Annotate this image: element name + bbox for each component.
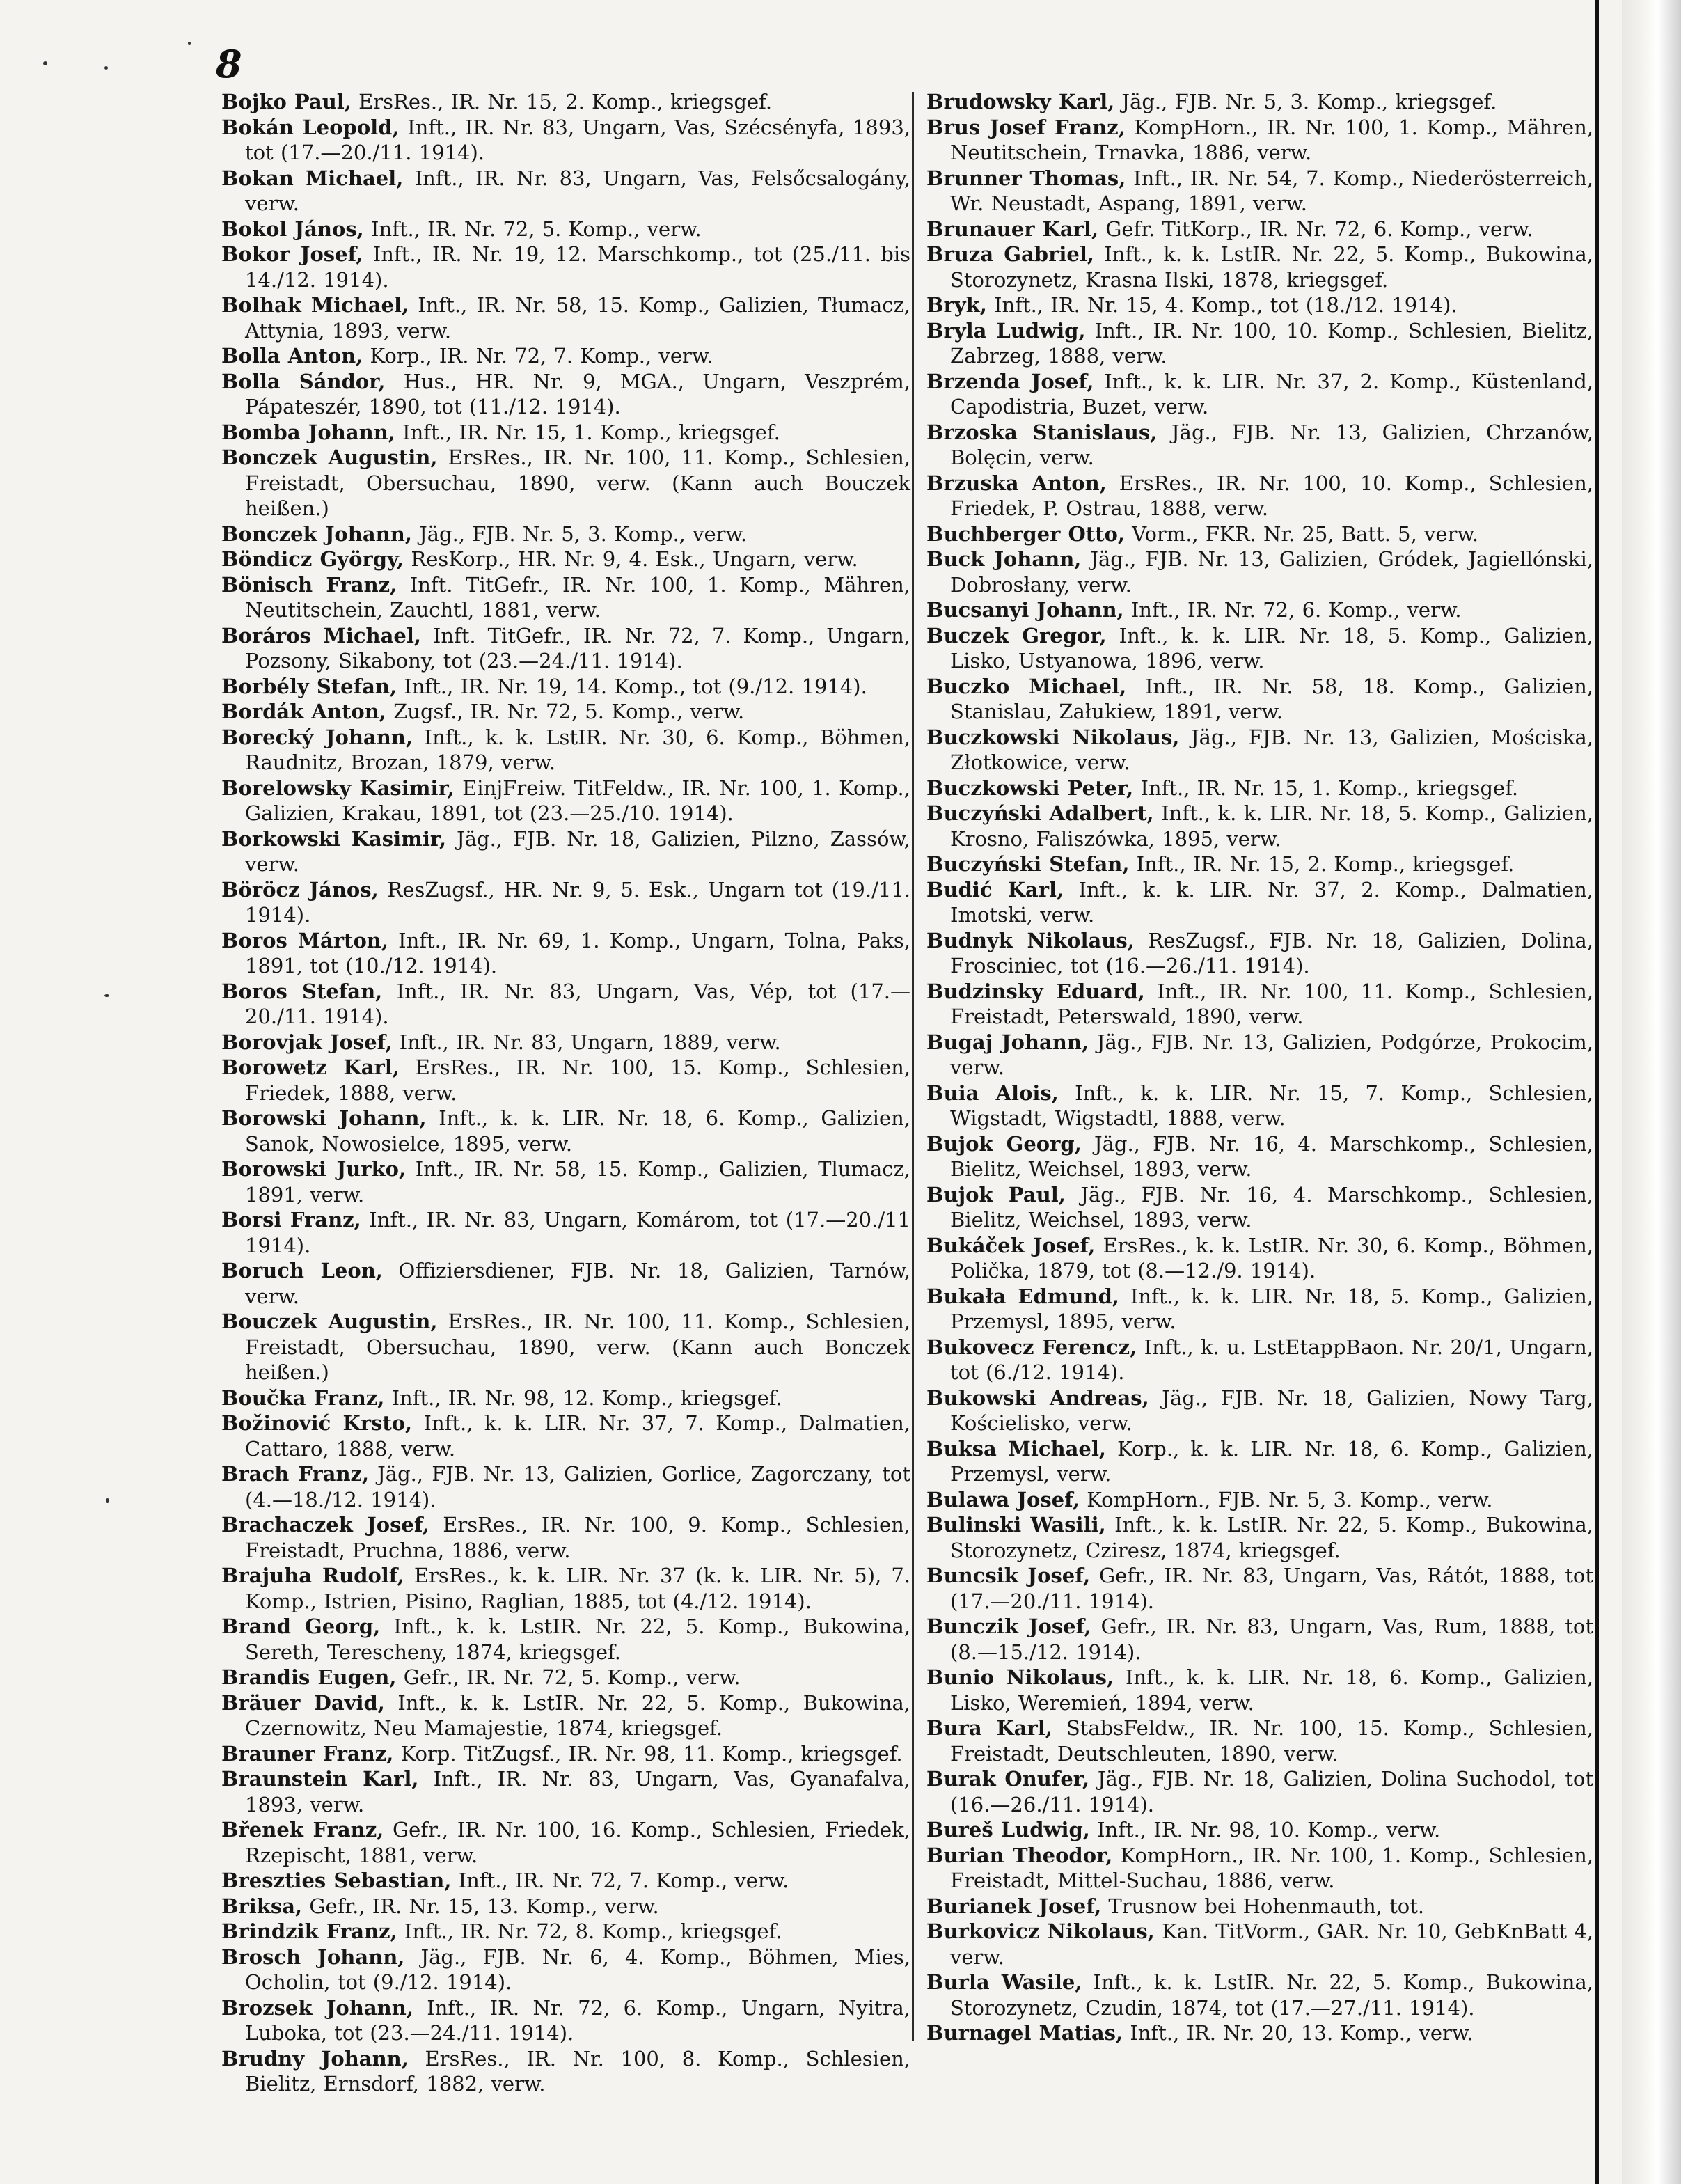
register-entry	[926, 851, 1593, 877]
entry-name: Briksa,	[221, 1894, 303, 1918]
register-entry	[926, 521, 1593, 547]
register-entry	[926, 1715, 1593, 1766]
entry-name: Budić Karl,	[926, 877, 1064, 902]
entry-detail: Trusnow bei Hohenmauth, tot.	[1101, 1894, 1425, 1918]
entry-detail: Inft., IR. Nr. 58, 18. Komp., Galizien, Stanislau, Załukiew, 1891, verw.	[950, 674, 1594, 723]
entry-name: Brandis Eugen,	[221, 1665, 397, 1689]
entry-detail: Inft., IR. Nr. 54, 7. Komp., Niederösterreich, Wr. Neustadt, Aspang, 1891, verw.	[950, 166, 1593, 215]
entry-name: Bura Karl,	[926, 1716, 1052, 1740]
entry-detail: Inft., k. k. LIR. Nr. 37, 7. Komp., Dalmatien, Cattaro, 1888, verw.	[245, 1411, 910, 1461]
entry-name: Bukała Edmund,	[926, 1284, 1119, 1308]
entry-name: Bouczek Augustin,	[221, 1310, 438, 1333]
entry-name: Bulawa Josef,	[926, 1487, 1080, 1511]
entry-detail: Inft., IR. Nr. 83, Ungarn, Vas, Szécsényfa, 1893, tot (17.—20./11. 1914).	[245, 115, 910, 164]
register-entry	[221, 1563, 910, 1614]
entry-name: Buncsik Josef,	[926, 1564, 1091, 1587]
entry-detail: Inft., IR. Nr. 58, 15. Komp., Galizien, Tlumacz, 1891, verw.	[245, 1157, 910, 1207]
entry-detail: Inft., IR. Nr. 98, 10. Komp., verw.	[1089, 1818, 1441, 1841]
entry-detail: KompHorn., IR. Nr. 100, 1. Komp., Mähren, Neutitschein, Trnavka, 1886, verw.	[950, 115, 1594, 164]
register-entry	[221, 699, 910, 725]
entry-detail: Inft., IR. Nr. 58, 15. Komp., Galizien, Tłumacz, Attynia, 1893, verw.	[245, 293, 910, 343]
register-entry	[926, 2020, 1593, 2046]
entry-name: Boruch Leon,	[221, 1259, 383, 1282]
entry-detail: Inft., IR. Nr. 20, 13. Komp., verw.	[1123, 2021, 1474, 2045]
register-entry	[926, 318, 1593, 369]
entry-detail: Inft., IR. Nr. 15, 1. Komp., kriegsgef.	[1133, 776, 1519, 800]
scan-speck	[104, 66, 108, 70]
entry-detail: ErsRes., k. k. LstIR. Nr. 30, 6. Komp., Böhmen, Polička, 1879, tot (8.—12./9. 1914).	[950, 1233, 1593, 1282]
entry-detail: Inft., k. k. LIR. Nr. 18, 5. Komp., Galizien, Krosno, Faliszówka, 1895, verw.	[950, 801, 1593, 851]
entry-name: Brajuha Rudolf,	[221, 1564, 404, 1587]
entry-detail: Inft., IR. Nr. 69, 1. Komp., Ungarn, Tolna, Paks, 1891, tot (10./12. 1914).	[245, 928, 910, 977]
entry-detail: ErsRes., IR. Nr. 100, 10. Komp., Schlesien, Friedek, P. Ostrau, 1888, verw.	[950, 471, 1593, 520]
entry-name: Bönisch Franz,	[221, 572, 397, 597]
entry-detail: ErsRes., IR. Nr. 100, 11. Komp., Schlesien, Freistadt, Obersuchau, 1890, verw. (Kann auch Bonczek heißen.)	[245, 1310, 910, 1384]
page-number: 8	[216, 42, 242, 86]
register-entry	[926, 1563, 1593, 1614]
scan-speck	[43, 61, 47, 65]
entry-name: Brudny Johann,	[221, 2046, 409, 2071]
register-entry	[926, 471, 1593, 521]
entry-detail: Inft., IR. Nr. 72, 6. Komp., verw.	[1123, 598, 1462, 622]
entry-name: Bokol János,	[221, 217, 364, 241]
entry-detail: Inft., IR. Nr. 15, 4. Komp., tot (18./12. 1914).	[986, 293, 1458, 317]
register-entry	[926, 1919, 1593, 1970]
entry-detail: Inft., k. k. LstIR. Nr. 22, 5. Komp., Bukowina, Storozynetz, Cziresz, 1874, kriegsgef.	[950, 1513, 1593, 1562]
register-entry	[926, 547, 1593, 597]
register-entry	[221, 1894, 910, 1919]
entry-name: Burla Wasile,	[926, 1970, 1082, 1994]
entry-name: Brand Georg,	[221, 1615, 381, 1638]
register-entry	[926, 776, 1593, 801]
entry-name: Borowetz Karl,	[221, 1055, 400, 1079]
entry-detail: Gefr., IR. Nr. 100, 16. Komp., Schlesien, Friedek, Rzepischt, 1881, verw.	[245, 1818, 910, 1867]
entry-name: Bonczek Augustin,	[221, 446, 438, 469]
register-entry	[926, 623, 1593, 674]
entry-name: Bokán Leopold,	[221, 115, 400, 139]
entry-detail: Inft., IR. Nr. 83, Ungarn, Vas, Vép, tot (17.—20./11. 1914).	[245, 979, 910, 1028]
entry-name: Bryk,	[926, 293, 987, 317]
register-entry	[926, 217, 1593, 242]
entry-name: Brunner Thomas,	[926, 166, 1126, 190]
register-entry	[926, 928, 1593, 979]
entry-name: Burkovicz Nikolaus,	[926, 1919, 1155, 1943]
register-entry	[926, 1284, 1593, 1335]
entry-name: Bulinski Wasili,	[926, 1513, 1106, 1537]
entry-name: Borkowski Kasimir,	[221, 826, 447, 851]
register-entry	[221, 1030, 910, 1055]
entry-name: Bruza Gabriel,	[926, 242, 1094, 266]
register-entry	[221, 1512, 910, 1563]
entry-name: Brindzik Franz,	[221, 1919, 397, 1943]
register-entry	[926, 420, 1593, 471]
register-entry	[926, 801, 1593, 851]
entry-name: Bukáček Josef,	[926, 1233, 1096, 1257]
entry-detail: Inft., IR. Nr. 83, Ungarn, 1889, verw.	[392, 1030, 781, 1054]
entry-name: Bomba Johann,	[221, 420, 395, 444]
register-entry	[926, 979, 1593, 1030]
register-entry	[221, 1665, 910, 1690]
register-entry	[221, 776, 910, 826]
entry-detail: Inft., k. k. LstIR. Nr. 22, 5. Komp., Bukowina, Storozynetz, Czudin, 1874, tot (17.—27./11. 1914).	[950, 1970, 1593, 2020]
left-column	[221, 89, 910, 2097]
entry-detail: StabsFeldw., IR. Nr. 100, 15. Komp., Schlesien, Freistadt, Deutschleuten, 1890, verw.	[950, 1716, 1594, 1766]
entry-name: Bukowski Andreas,	[926, 1385, 1149, 1410]
entry-detail: Inft., k. k. LIR. Nr. 37, 2. Komp., Küstenland, Capodistria, Buzet, verw.	[950, 369, 1594, 418]
entry-name: Buczyński Stefan,	[926, 852, 1130, 876]
register-entry	[221, 928, 910, 979]
entry-name: Borowski Johann,	[221, 1106, 427, 1130]
scan-speck	[106, 1498, 109, 1503]
entry-name: Boráros Michael,	[221, 623, 421, 647]
register-entry	[926, 1030, 1593, 1081]
entry-detail: Jäg., FJB. Nr. 13, Galizien, Chrzanów, Bolęcin, verw.	[950, 420, 1594, 469]
register-entry	[221, 89, 910, 115]
entry-detail: ErsRes., IR. Nr. 15, 2. Komp., kriegsgef.	[351, 90, 773, 113]
register-entry	[926, 1487, 1593, 1513]
register-entry	[926, 1970, 1593, 2020]
entry-name: Bugaj Johann,	[926, 1030, 1089, 1054]
entry-detail: Inft., k. k. LIR. Nr. 18, 6. Komp., Galizien, Lisko, Weremień, 1894, verw.	[950, 1665, 1593, 1715]
entry-detail: Inft., k. k. LIR. Nr. 37, 2. Komp., Dalmatien, Imotski, verw.	[950, 877, 1594, 927]
entry-name: Buczyński Adalbert,	[926, 801, 1154, 825]
register-entry	[221, 1106, 910, 1156]
register-entry	[221, 1411, 910, 1461]
entry-detail: Inft., IR. Nr. 98, 12. Komp., kriegsgef.	[384, 1385, 782, 1410]
register-entry	[221, 1156, 910, 1207]
entry-name: Brach Franz,	[221, 1462, 370, 1486]
entry-detail: Inft. TitGefr., IR. Nr. 72, 7. Komp., Ungarn, Pozsony, Sikabony, tot (23.—24./11. 1914).	[245, 623, 910, 673]
entry-name: Bunio Nikolaus,	[926, 1665, 1114, 1689]
entry-name: Budnyk Nikolaus,	[926, 928, 1135, 952]
register-entry	[926, 89, 1593, 115]
register-entry	[926, 1512, 1593, 1563]
register-entry	[926, 369, 1593, 420]
entry-name: Burnagel Matias,	[926, 2021, 1123, 2045]
entry-detail: ErsRes., IR. Nr. 100, 9. Komp., Schlesien, Freistadt, Pruchna, 1886, verw.	[245, 1513, 911, 1562]
scan-speck	[188, 42, 191, 45]
entry-detail: ErsRes., IR. Nr. 100, 8. Komp., Schlesien, Bielitz, Ernsdorf, 1882, verw.	[245, 2046, 911, 2096]
entry-name: Buczkowski Nikolaus,	[926, 725, 1180, 749]
register-entry	[926, 1817, 1593, 1843]
entry-detail: Inft., IR. Nr. 72, 7. Komp., verw.	[451, 1869, 789, 1892]
entry-detail: Gefr., IR. Nr. 83, Ungarn, Vas, Rátót, 1888, tot (17.—20./11. 1914).	[950, 1564, 1593, 1613]
entry-name: Brunauer Karl,	[926, 217, 1099, 241]
entry-detail: Jäg., FJB. Nr. 13, Galizien, Gródek, Jagiellónski, Dobrosłany, verw.	[950, 547, 1593, 597]
entry-detail: Inft., k. k. LIR. Nr. 18, 6. Komp., Galizien, Sanok, Nowosielce, 1895, verw.	[245, 1106, 910, 1156]
entry-detail: Inft., k. u. LstEtappBaon. Nr. 20/1, Ungarn, tot (6./12. 1914).	[950, 1335, 1593, 1384]
entry-detail: Kan. TitVorm., GAR. Nr. 10, GebKnBatt 4, verw.	[950, 1919, 1593, 1969]
entry-detail: Inft., k. k. LstIR. Nr. 22, 5. Komp., Bukowina, Sereth, Terescheny, 1874, kriegsgef.	[245, 1615, 910, 1664]
entry-detail: Inft., k. k. LIR. Nr. 18, 5. Komp., Galizien, Lisko, Ustyanowa, 1896, verw.	[950, 623, 1593, 673]
register-entry	[221, 1766, 910, 1817]
entry-detail: Inft., IR. Nr. 15, 2. Komp., kriegsgef.	[1129, 852, 1515, 876]
register-entry	[221, 1945, 910, 1995]
entry-detail: ErsRes., IR. Nr. 100, 15. Komp., Schlesien, Friedek, 1888, verw.	[245, 1055, 910, 1105]
entry-name: Borsi Franz,	[221, 1208, 361, 1232]
register-entry	[221, 521, 910, 547]
entry-name: Bukovecz Ferencz,	[926, 1335, 1137, 1359]
register-entry	[926, 1894, 1593, 1919]
entry-name: Bucsanyi Johann,	[926, 598, 1124, 622]
entry-name: Brauner Franz,	[221, 1741, 394, 1766]
register-entry	[926, 1081, 1593, 1131]
register-entry	[221, 166, 910, 217]
entry-name: Brozsek Johann,	[221, 1995, 413, 2020]
entry-detail: Jäg., FJB. Nr. 16, 4. Marschkomp., Schlesien, Bielitz, Weichsel, 1893, verw.	[950, 1131, 1593, 1181]
entry-detail: Vorm., FKR. Nr. 25, Batt. 5, verw.	[1124, 521, 1479, 546]
entry-detail: Inft., k. k. LstIR. Nr. 22, 5. Komp., Bukowina, Czernowitz, Neu Mamajestie, 1874, kriegsgef.	[245, 1690, 911, 1740]
entry-name: Brudowsky Karl,	[926, 90, 1115, 113]
register-entry	[221, 1385, 910, 1411]
register-entry	[221, 369, 910, 420]
entry-name: Buczkowski Peter,	[926, 776, 1134, 800]
register-entry	[221, 674, 910, 700]
entry-name: Budzinsky Eduard,	[926, 979, 1145, 1003]
register-entry	[926, 877, 1593, 928]
entry-detail: Jäg., FJB. Nr. 13, Galizien, Podgórze, Prokocim, verw.	[950, 1030, 1593, 1079]
register-entry	[926, 1436, 1593, 1487]
entry-name: Břenek Franz,	[221, 1818, 384, 1841]
entry-detail: Gefr., IR. Nr. 72, 5. Komp., verw.	[396, 1665, 741, 1689]
entry-name: Böröcz János,	[221, 877, 379, 902]
register-entry	[221, 623, 910, 674]
entry-name: Brus Josef Franz,	[926, 115, 1126, 139]
entry-detail: Zugsf., IR. Nr. 72, 5. Komp., verw.	[386, 700, 745, 723]
column-divider	[912, 92, 914, 2041]
entry-name: Bunczik Josef,	[926, 1615, 1091, 1638]
register-entry	[221, 242, 910, 292]
entry-detail: ResZugsf., FJB. Nr. 18, Galizien, Dolina, Frosciniec, tot (16.—26./11. 1914).	[950, 928, 1593, 977]
entry-name: Brzoska Stanislaus,	[926, 420, 1158, 444]
entry-name: Borowski Jurko,	[221, 1157, 407, 1181]
entry-detail: ResKorp., HR. Nr. 9, 4. Esk., Ungarn, verw.	[404, 547, 858, 571]
binding-edge-line	[1595, 0, 1599, 2184]
entry-name: Bureš Ludwig,	[926, 1818, 1090, 1841]
entry-detail: Inft., k. k. LIR. Nr. 15, 7. Komp., Schlesien, Wigstadt, Wigstadtl, 1888, verw.	[950, 1081, 1593, 1130]
register-entry	[221, 1919, 910, 1945]
register-entry	[221, 1868, 910, 1894]
entry-name: Boučka Franz,	[221, 1385, 385, 1410]
register-entry	[221, 725, 910, 776]
register-entry	[926, 1182, 1593, 1233]
entry-detail: Gefr., IR. Nr. 83, Ungarn, Vas, Rum, 1888, tot (8.—15./12. 1914).	[950, 1615, 1593, 1664]
entry-detail: Korp., IR. Nr. 72, 7. Komp., verw.	[363, 344, 713, 368]
entry-name: Bordák Anton,	[221, 700, 386, 723]
register-entry	[221, 979, 910, 1030]
entry-name: Brosch Johann,	[221, 1945, 405, 1969]
entry-name: Bonczek Johann,	[221, 521, 412, 546]
entry-name: Bolla Anton,	[221, 344, 363, 368]
register-entry	[221, 877, 910, 928]
register-entry	[221, 1207, 910, 1258]
register-entry	[221, 1995, 910, 2046]
entry-detail: Jäg., FJB. Nr. 18, Galizien, Pilzno, Zassów, verw.	[245, 826, 911, 876]
entry-detail: Gefr., IR. Nr. 15, 13. Komp., verw.	[302, 1894, 659, 1918]
entry-detail: Korp. TitZugsf., IR. Nr. 98, 11. Komp., kriegsgef.	[393, 1741, 903, 1766]
entry-detail: Inft., IR. Nr. 83, Ungarn, Vas, Gyanafalva, 1893, verw.	[245, 1767, 911, 1816]
entry-name: Böndicz György,	[221, 547, 404, 571]
entry-detail: Offiziersdiener, FJB. Nr. 18, Galizien, Tarnów, verw.	[245, 1259, 911, 1308]
register-entry	[221, 1741, 910, 1767]
register-entry	[221, 1055, 910, 1106]
register-entry	[926, 292, 1593, 318]
entry-detail: ResZugsf., HR. Nr. 9, 5. Esk., Ungarn tot (19./11. 1914).	[245, 877, 910, 927]
entry-name: Brzenda Josef,	[926, 369, 1094, 393]
entry-name: Burak Onufer,	[926, 1767, 1090, 1791]
entry-detail: Inft. TitGefr., IR. Nr. 100, 1. Komp., Mähren, Neutitschein, Zauchtl, 1881, verw.	[245, 572, 910, 622]
register-entry	[926, 674, 1593, 725]
entry-name: Boros Stefan,	[221, 979, 383, 1003]
entry-detail: Inft., IR. Nr. 100, 11. Komp., Schlesien, Freistadt, Peterswald, 1890, verw.	[950, 979, 1593, 1028]
entry-detail: Inft., k. k. LstIR. Nr. 30, 6. Komp., Böhmen, Raudnitz, Brozan, 1879, verw.	[245, 725, 910, 774]
entry-detail: Inft., k. k. LstIR. Nr. 22, 5. Komp., Bukowina, Storozynetz, Krasna Ilski, 1878, kriegsgef.	[950, 242, 1593, 292]
entry-name: Borelowsky Kasimir,	[221, 776, 455, 800]
entry-name: Bokor Josef,	[221, 242, 363, 266]
register-entry	[926, 1131, 1593, 1182]
entry-name: Braunstein Karl,	[221, 1767, 419, 1791]
entry-detail: Inft., k. k. LIR. Nr. 18, 5. Komp., Galizien, Przemysl, 1895, verw.	[950, 1284, 1593, 1333]
register-entry	[926, 1335, 1593, 1385]
entry-detail: ErsRes., k. k. LIR. Nr. 37 (k. k. LIR. Nr. 5), 7. Komp., Istrien, Pisino, Raglian, 1885, tot (4./12. 1914).	[245, 1564, 910, 1613]
entry-detail: Jäg., FJB. Nr. 13, Galizien, Mościska, Złotkowice, verw.	[950, 725, 1593, 774]
register-entry	[221, 572, 910, 623]
entry-detail: Inft., IR. Nr. 83, Ungarn, Vas, Felsőcsalogány, verw.	[245, 166, 911, 215]
entry-name: Buia Alois,	[926, 1081, 1059, 1105]
entry-detail: Inft., IR. Nr. 19, 14. Komp., tot (9./12. 1914).	[397, 674, 867, 698]
entry-name: Brachaczek Josef,	[221, 1513, 429, 1537]
entry-detail: Inft., IR. Nr. 72, 6. Komp., Ungarn, Nyitra, Luboka, tot (23.—24./11. 1914).	[245, 1995, 910, 2045]
register-entry	[926, 1843, 1593, 1894]
register-entry	[926, 242, 1593, 292]
register-entry	[221, 420, 910, 446]
entry-detail: Inft., IR. Nr. 19, 12. Marschkomp., tot (25./11. bis 14./12. 1914).	[245, 242, 910, 292]
entry-detail: Korp., k. k. LIR. Nr. 18, 6. Komp., Galizien, Przemysl, verw.	[950, 1436, 1593, 1486]
register-entry	[221, 1614, 910, 1665]
entry-name: Božinović Krsto,	[221, 1411, 413, 1435]
entry-name: Bojko Paul,	[221, 90, 352, 113]
entry-name: Boros Márton,	[221, 928, 388, 952]
entry-detail: Inft., IR. Nr. 100, 10. Komp., Schlesien, Bielitz, Zabrzeg, 1888, verw.	[950, 318, 1593, 368]
entry-name: Borbély Stefan,	[221, 674, 397, 698]
entry-name: Buczek Gregor,	[926, 623, 1107, 647]
register-entry	[221, 292, 910, 343]
register-entry	[221, 217, 910, 242]
entry-name: Buchberger Otto,	[926, 521, 1125, 546]
register-entry	[221, 1461, 910, 1512]
entry-name: Borovjak Josef,	[221, 1030, 393, 1054]
register-entry	[221, 2046, 910, 2097]
entry-name: Breszties Sebastian,	[221, 1869, 452, 1892]
entry-detail: Jäg., FJB. Nr. 5, 3. Komp., verw.	[411, 521, 748, 546]
entry-name: Bujok Paul,	[926, 1182, 1066, 1207]
entry-name: Borecký Johann,	[221, 725, 413, 749]
entry-detail: Jäg., FJB. Nr. 6, 4. Komp., Böhmen, Mies, Ocholin, tot (9./12. 1914).	[245, 1945, 910, 1994]
entry-name: Bryla Ludwig,	[926, 318, 1086, 343]
entry-detail: Inft., IR. Nr. 15, 1. Komp., kriegsgef.	[395, 420, 780, 444]
right-column	[926, 89, 1593, 2046]
entry-name: Brzuska Anton,	[926, 471, 1107, 495]
entry-name: Buczko Michael,	[926, 674, 1127, 698]
entry-name: Burian Theodor,	[926, 1843, 1113, 1867]
entry-detail: EinjFreiw. TitFeldw., IR. Nr. 100, 1. Komp., Galizien, Krakau, 1891, tot (23.—25./10. 1914).	[245, 776, 910, 825]
entry-detail: Jäg., FJB. Nr. 5, 3. Komp., kriegsgef.	[1114, 90, 1497, 113]
entry-detail: Jäg., FJB. Nr. 18, Galizien, Dolina Suchodol, tot (16.—26./11. 1914).	[950, 1767, 1593, 1816]
register-entry	[221, 547, 910, 572]
register-entry	[221, 1258, 910, 1309]
register-entry	[926, 115, 1593, 166]
scan-speck	[104, 994, 109, 997]
entry-name: Bujok Georg,	[926, 1131, 1082, 1156]
entry-name: Burianek Josef,	[926, 1894, 1102, 1918]
entry-detail: Jäg., FJB. Nr. 16, 4. Marschkomp., Schlesien, Bielitz, Weichsel, 1893, verw.	[950, 1182, 1593, 1232]
entry-detail: Inft., IR. Nr. 83, Ungarn, Komárom, tot (17.—20./11 1914).	[245, 1208, 910, 1257]
entry-detail: KompHorn., IR. Nr. 100, 1. Komp., Schlesien, Freistadt, Mittel-Suchau, 1886, verw.	[950, 1843, 1593, 1892]
entry-detail: Gefr. TitKorp., IR. Nr. 72, 6. Komp., verw.	[1098, 217, 1533, 241]
register-entry	[221, 1309, 910, 1385]
entry-detail: Jäg., FJB. Nr. 13, Galizien, Gorlice, Zagorczany, tot (4.—18./12. 1914).	[245, 1462, 911, 1511]
register-entry	[926, 725, 1593, 776]
register-entry	[926, 1665, 1593, 1715]
entry-name: Bokan Michael,	[221, 166, 404, 190]
register-entry	[926, 1233, 1593, 1284]
entry-name: Buksa Michael,	[926, 1436, 1106, 1461]
entry-name: Bräuer David,	[221, 1690, 385, 1715]
entry-name: Bolla Sándor,	[221, 369, 386, 393]
entry-detail: ErsRes., IR. Nr. 100, 11. Komp., Schlesien, Freistadt, Obersuchau, 1890, verw. (Kann auch Bouczek heißen.)	[245, 446, 910, 520]
register-entry	[221, 343, 910, 369]
entry-detail: Inft., IR. Nr. 72, 8. Komp., kriegsgef.	[397, 1919, 782, 1943]
page-edge	[1622, 0, 1681, 2184]
entry-detail: Hus., HR. Nr. 9, MGA., Ungarn, Veszprém, Pápateszér, 1890, tot (11./12. 1914).	[245, 369, 910, 418]
entry-detail: Jäg., FJB. Nr. 18, Galizien, Nowy Targ, Kościelisko, verw.	[950, 1385, 1593, 1435]
entry-name: Buck Johann,	[926, 547, 1082, 571]
register-entry	[221, 115, 910, 166]
register-entry	[221, 445, 910, 521]
register-entry	[926, 1614, 1593, 1665]
register-entry	[926, 166, 1593, 217]
register-entry	[221, 826, 910, 877]
register-entry	[926, 597, 1593, 623]
entry-detail: KompHorn., FJB. Nr. 5, 3. Komp., verw.	[1080, 1487, 1493, 1511]
entry-name: Bolhak Michael,	[221, 293, 409, 317]
register-entry	[926, 1766, 1593, 1817]
register-entry	[221, 1817, 910, 1868]
register-entry	[926, 1385, 1593, 1436]
entry-detail: Inft., IR. Nr. 72, 5. Komp., verw.	[363, 217, 702, 241]
register-entry	[221, 1690, 910, 1741]
